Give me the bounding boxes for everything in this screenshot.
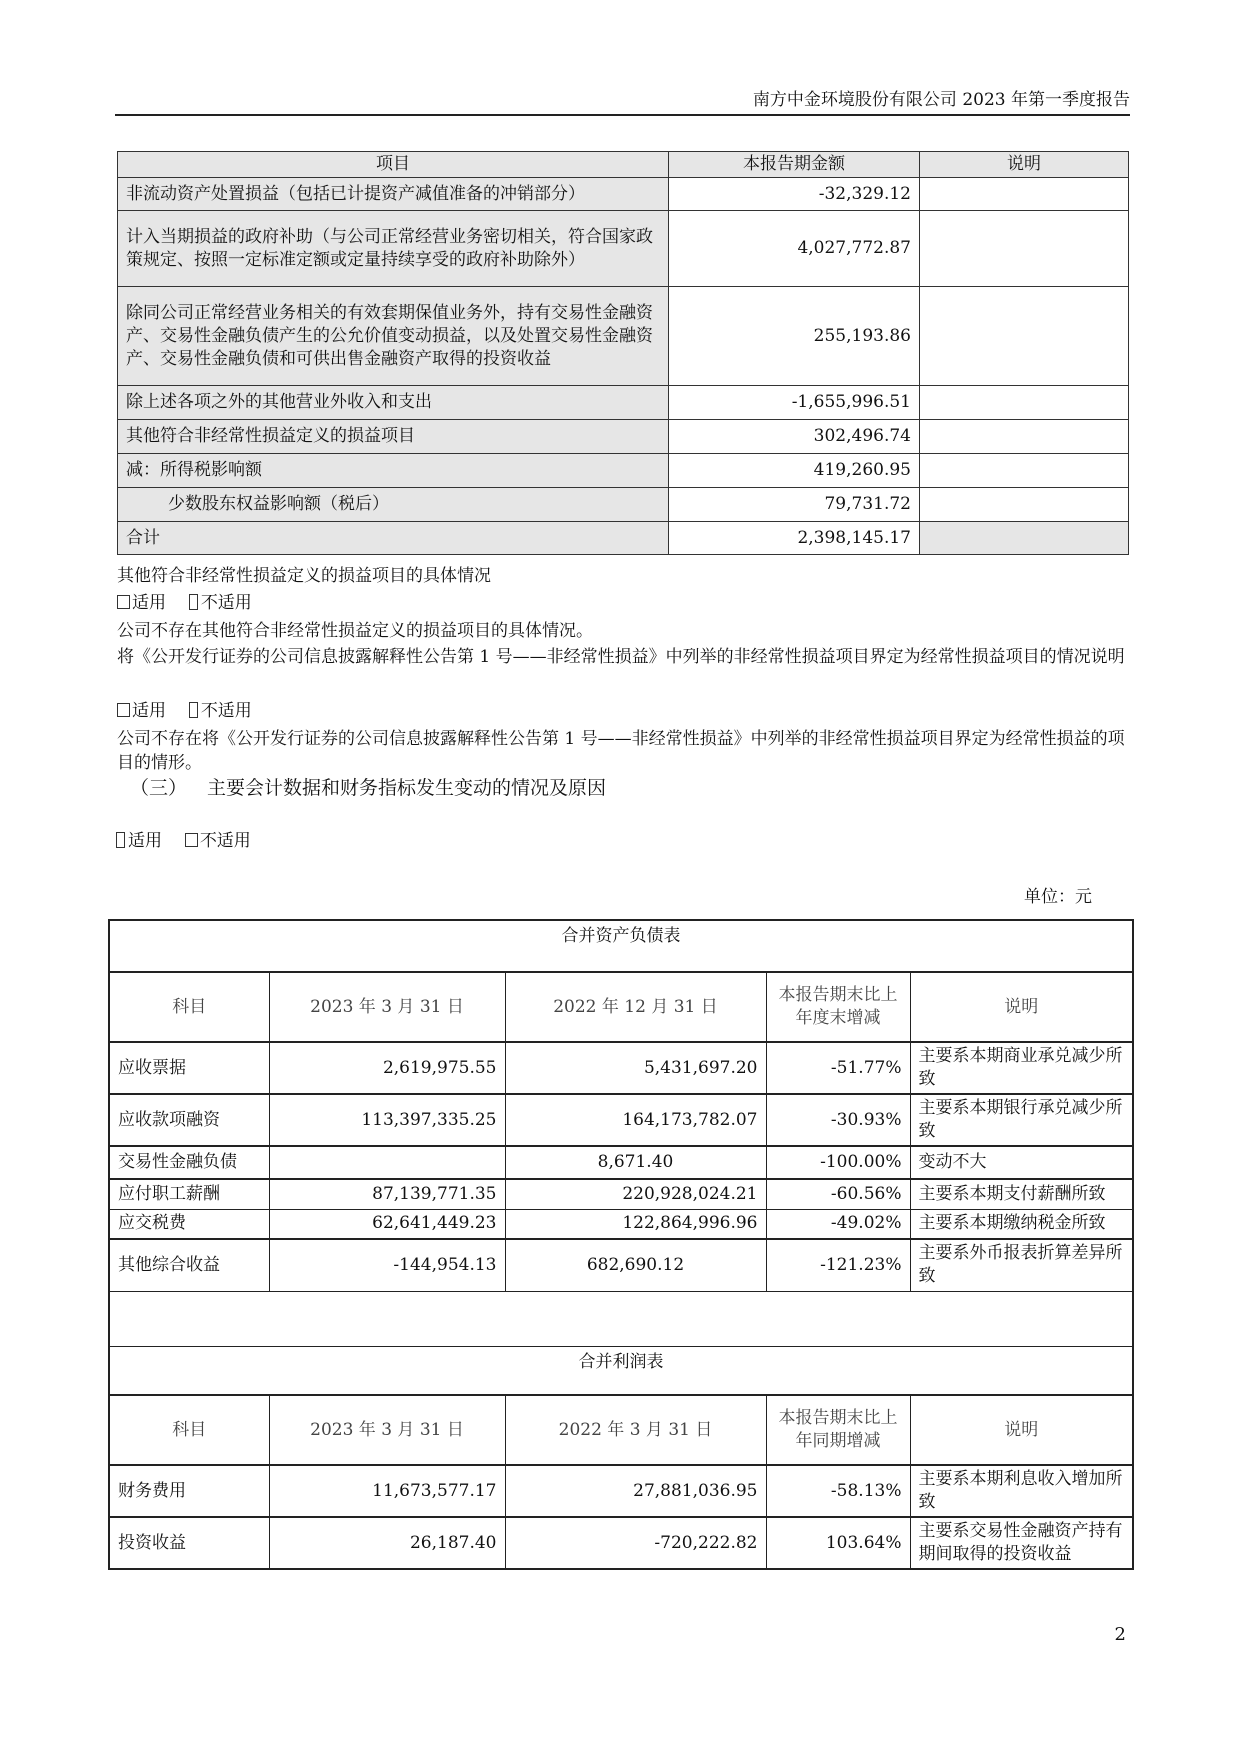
applicable-label: 适用 [132, 701, 166, 721]
item-cell: 财务费用 [109, 1465, 269, 1517]
note-cell [920, 386, 1129, 420]
balance-sheet-title: 合并资产负债表 [109, 920, 1133, 972]
note-cell: 变动不大 [910, 1146, 1133, 1179]
header-cell: 本报告期末比上年度末增减 [766, 972, 910, 1042]
applicable-label: 适用 [128, 831, 162, 851]
header-cell: 说明 [910, 1395, 1133, 1465]
section-number: （三） [130, 777, 188, 799]
header-cell: 2022 年 12 月 31 日 [505, 972, 766, 1042]
table-row [109, 1465, 1133, 1517]
note-cell [920, 178, 1129, 211]
item-cell: 其他综合收益 [109, 1239, 269, 1291]
value-cell: 62,641,449.23 [269, 1209, 505, 1239]
changes-table [108, 919, 1134, 1570]
note-cell [920, 488, 1129, 522]
section-heading [130, 775, 606, 801]
change-cell: -51.77% [766, 1042, 910, 1094]
table-row [118, 420, 1129, 454]
item-cell: 除同公司正常经营业务相关的有效套期保值业务外，持有交易性金融资产、交易性金融负债产生的公允价值变动损益，以及处置交易性金融资产、交易性金融负债和可供出售金融资产取得的投资收益 [118, 287, 669, 386]
item-cell: 计入当期损益的政府补助（与公司正常经营业务密切相关，符合国家政策规定、按照一定标准定额或定量持续享受的政府补助除外） [118, 211, 669, 287]
table-row [109, 1209, 1133, 1239]
table-row [109, 1179, 1133, 1209]
checkbox-empty-icon [117, 595, 130, 609]
note-cell [920, 287, 1129, 386]
value-cell: 5,431,697.20 [505, 1042, 766, 1094]
nonrecurring-table [117, 151, 1129, 555]
item-cell: 减：所得税影响额 [118, 454, 669, 488]
applicability-line [117, 591, 252, 615]
item-cell: 应收票据 [109, 1042, 269, 1094]
unit-label: 单位：元 [1024, 887, 1092, 907]
table-row [109, 1042, 1133, 1094]
spacer-row [109, 1291, 1133, 1346]
note-cell: 主要系外币报表折算差异所致 [910, 1239, 1133, 1291]
note-cell [920, 522, 1129, 555]
amount-cell: 2,398,145.17 [669, 522, 920, 555]
table-header-row [109, 1395, 1133, 1465]
note-cell [920, 211, 1129, 287]
header-cell: 2023 年 3 月 31 日 [269, 1395, 505, 1465]
income-statement-title: 合并利润表 [109, 1346, 1133, 1395]
table-row [109, 1517, 1133, 1569]
value-cell: 164,173,782.07 [505, 1094, 766, 1146]
change-cell: 103.64% [766, 1517, 910, 1569]
not-applicable-label: 不适用 [200, 701, 252, 721]
checkbox-marked-icon [189, 594, 198, 610]
note-cell: 主要系本期商业承兑减少所致 [910, 1042, 1133, 1094]
applicability-line [116, 829, 251, 853]
header-cell: 说明 [910, 972, 1133, 1042]
table-row [118, 211, 1129, 287]
item-cell: 合计 [118, 522, 669, 555]
value-cell [269, 1146, 505, 1179]
header-cell: 说明 [920, 152, 1129, 178]
table-title-row [109, 1346, 1133, 1395]
item-cell: 其他符合非经常性损益定义的损益项目 [118, 420, 669, 454]
value-cell: -144,954.13 [269, 1239, 505, 1291]
table-row [118, 386, 1129, 420]
table-row [109, 1094, 1133, 1146]
value-cell: 27,881,036.95 [505, 1465, 766, 1517]
page-header [115, 88, 1130, 116]
change-cell: -100.00% [766, 1146, 910, 1179]
value-cell: 87,139,771.35 [269, 1179, 505, 1209]
value-cell: 26,187.40 [269, 1517, 505, 1569]
header-cell: 2023 年 3 月 31 日 [269, 972, 505, 1042]
item-cell: 应交税费 [109, 1209, 269, 1239]
change-cell: -121.23% [766, 1239, 910, 1291]
value-cell: -720,222.82 [505, 1517, 766, 1569]
note-cell [920, 454, 1129, 488]
other-items-title: 其他符合非经常性损益定义的损益项目的具体情况 [117, 566, 491, 586]
spacer-cell [109, 1291, 1133, 1346]
defined-title: 将《公开发行证券的公司信息披露解释性公告第 1 号——非经常性损益》中列举的非经常性损益项目界定为经常性损益项目的情况说明 [117, 647, 1125, 667]
value-cell: 682,690.12 [505, 1239, 766, 1291]
table-row [118, 488, 1129, 522]
amount-cell: 419,260.95 [669, 454, 920, 488]
defined-desc: 公司不存在将《公开发行证券的公司信息披露解释性公告第 1 号——非经常性损益》中列举的非经常性损益项目界定为经常性损益的项目的情形。 [117, 729, 1125, 773]
amount-cell: 79,731.72 [669, 488, 920, 522]
change-cell: -30.93% [766, 1094, 910, 1146]
note-cell: 主要系交易性金融资产持有期间取得的投资收益 [910, 1517, 1133, 1569]
item-cell: 应付职工薪酬 [109, 1179, 269, 1209]
item-cell: 除上述各项之外的其他营业外收入和支出 [118, 386, 669, 420]
amount-cell: -1,655,996.51 [669, 386, 920, 420]
header-cell: 本报告期金额 [669, 152, 920, 178]
table-header-row [109, 972, 1133, 1042]
table-row [118, 287, 1129, 386]
value-cell: 11,673,577.17 [269, 1465, 505, 1517]
item-cell: 投资收益 [109, 1517, 269, 1569]
note-cell [920, 420, 1129, 454]
table-row [118, 454, 1129, 488]
amount-cell: 4,027,772.87 [669, 211, 920, 287]
value-cell: 8,671.40 [505, 1146, 766, 1179]
header-cell: 项目 [118, 152, 669, 178]
change-cell: -58.13% [766, 1465, 910, 1517]
total-row [118, 522, 1129, 555]
table-title-row [109, 920, 1133, 972]
page-number: 2 [1114, 1624, 1126, 1645]
header-cell: 科目 [109, 972, 269, 1042]
not-applicable-label: 不适用 [199, 831, 251, 851]
item-cell: 应收款项融资 [109, 1094, 269, 1146]
amount-cell: 302,496.74 [669, 420, 920, 454]
table-row [118, 178, 1129, 211]
value-cell: 113,397,335.25 [269, 1094, 505, 1146]
change-cell: -60.56% [766, 1179, 910, 1209]
amount-cell: 255,193.86 [669, 287, 920, 386]
table-row [109, 1146, 1133, 1179]
section-title: 主要会计数据和财务指标发生变动的情况及原因 [207, 777, 607, 799]
note-cell: 主要系本期利息收入增加所致 [910, 1465, 1133, 1517]
value-cell: 2,619,975.55 [269, 1042, 505, 1094]
checkbox-marked-icon [116, 832, 125, 848]
report-title: 南方中金环境股份有限公司 2023 年第一季度报告 [752, 90, 1130, 110]
other-items-desc: 公司不存在其他符合非经常性损益定义的损益项目的具体情况。 [117, 621, 593, 641]
checkbox-marked-icon [189, 702, 198, 718]
applicable-label: 适用 [132, 593, 166, 613]
checkbox-empty-icon [185, 833, 198, 847]
header-cell: 2022 年 3 月 31 日 [505, 1395, 766, 1465]
note-cell: 主要系本期缴纳税金所致 [910, 1209, 1133, 1239]
amount-cell: -32,329.12 [669, 178, 920, 211]
note-cell: 主要系本期支付薪酬所致 [910, 1179, 1133, 1209]
value-cell: 122,864,996.96 [505, 1209, 766, 1239]
item-cell: 少数股东权益影响额（税后） [118, 488, 669, 522]
table-row [109, 1239, 1133, 1291]
table-header-row [118, 152, 1129, 178]
not-applicable-label: 不适用 [200, 593, 252, 613]
header-cell: 本报告期末比上年同期增减 [766, 1395, 910, 1465]
value-cell: 220,928,024.21 [505, 1179, 766, 1209]
header-cell: 科目 [109, 1395, 269, 1465]
change-cell: -49.02% [766, 1209, 910, 1239]
item-cell: 非流动资产处置损益（包括已计提资产减值准备的冲销部分） [118, 178, 669, 211]
item-cell: 交易性金融负债 [109, 1146, 269, 1179]
checkbox-empty-icon [117, 703, 130, 717]
note-cell: 主要系本期银行承兑减少所致 [910, 1094, 1133, 1146]
applicability-line [117, 699, 252, 723]
